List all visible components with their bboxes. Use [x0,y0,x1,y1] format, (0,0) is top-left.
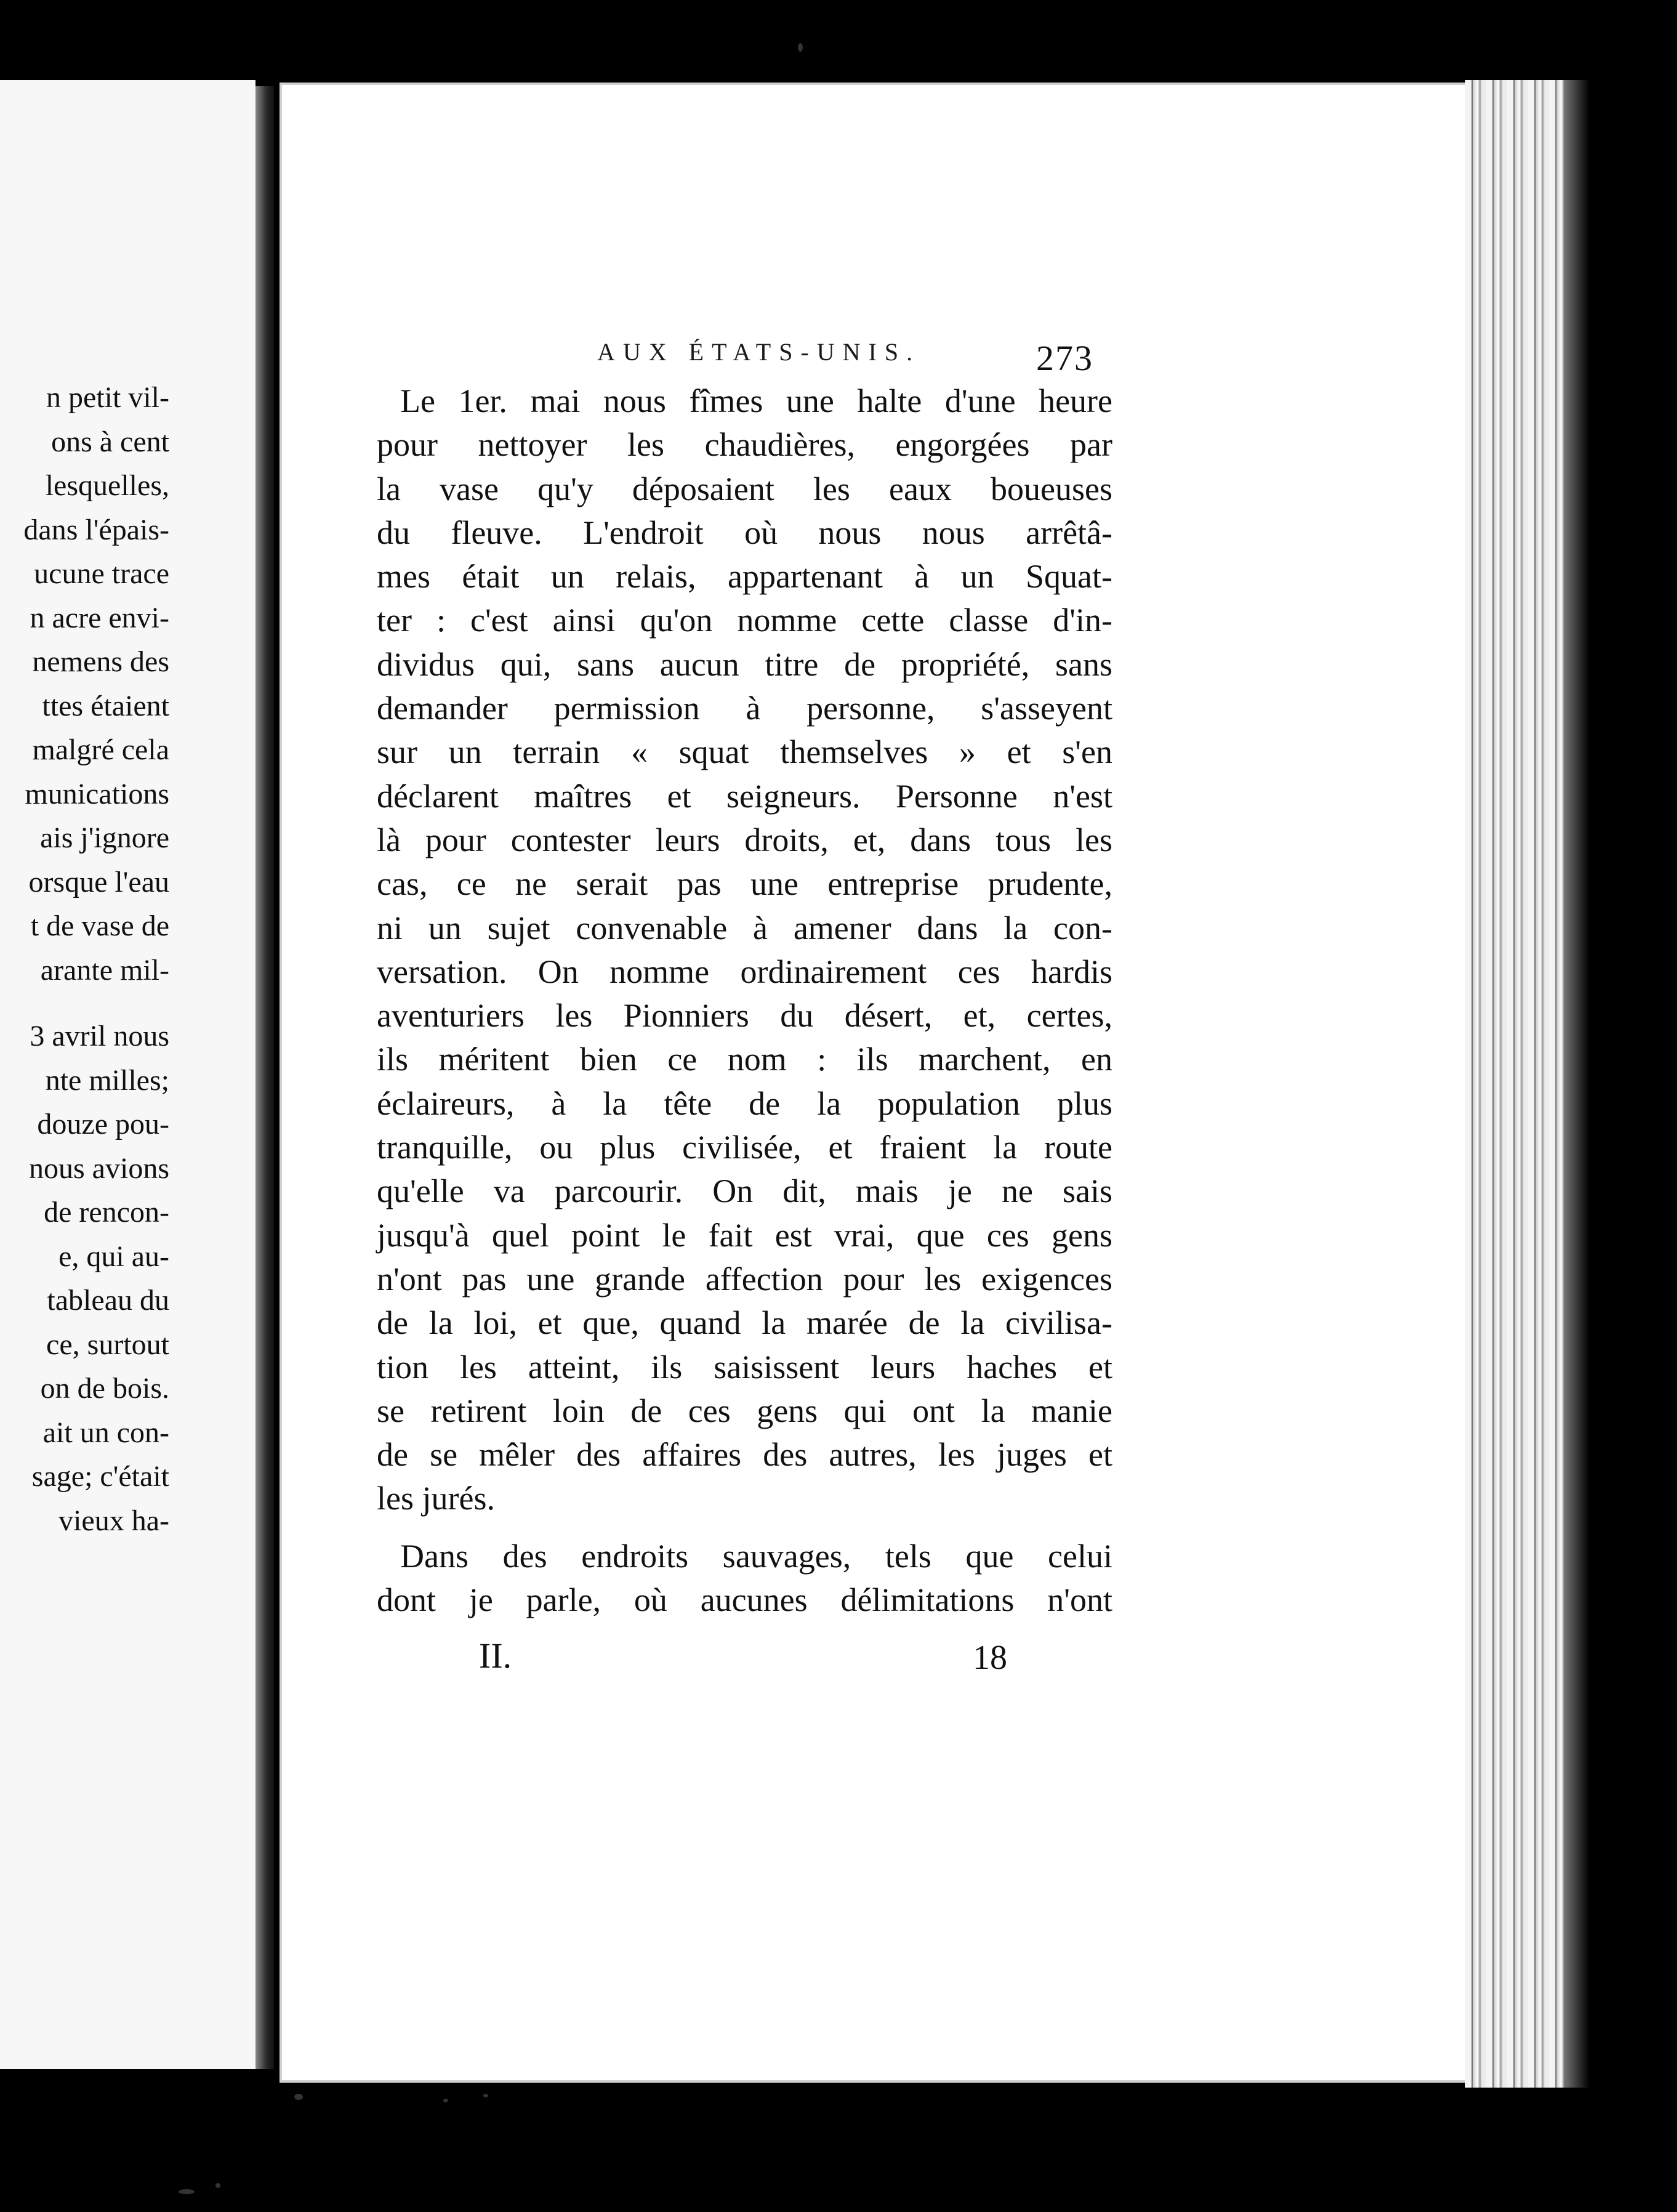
left-page-line: de rencon- [44,1196,169,1229]
text-line: la vase qu'y déposaient les eaux boueuses [377,470,1112,507]
text-line: se retirent loin de ces gens qui ont la manie [377,1392,1112,1429]
scan-speck [294,2094,303,2100]
left-page-line: ttes étaient [42,689,169,722]
left-page [0,80,255,2069]
left-page-line: malgré cela [32,733,169,766]
left-page-text [0,376,169,1543]
text-line: aventuriers les Pionniers du désert, et, certes, [377,997,1112,1035]
text-line: là pour contester leurs droits, et, dans tous les [377,821,1112,858]
text-line: Dans des endroits sauvages, tels que celui [400,1537,1112,1575]
text-line: qu'elle va parcourir. On dit, mais je ne sais [377,1173,1112,1210]
text-line: mes était un relais, appartenant à un Squat- [377,558,1112,595]
left-page-line: t de vase de [30,910,169,942]
text-line: tion les atteint, ils saisissent leurs haches et [377,1348,1112,1386]
text-line: du fleuve. L'endroit où nous nous arrêtâ- [377,514,1112,551]
left-page-line: tableau du [47,1284,169,1317]
text-line: les jurés. [377,1480,495,1517]
left-page-line: arante mil- [40,953,169,987]
left-page-line: ais j'ignore [40,821,169,854]
text-line: n'ont pas une grande affection pour les exigences [377,1260,1112,1298]
text-line: déclarent maîtres et seigneurs. Personne n'est [377,777,1112,815]
running-head: AUX ÉTATS-UNIS. [597,338,921,366]
text-line: ter : c'est ainsi qu'on nomme cette classe d'in- [377,602,1112,639]
text-line: dividus qui, sans aucun titre de propriété, sans [377,645,1112,683]
scan-speck [483,2094,488,2097]
text-line: ils méritent bien ce nom : ils marchent, en [377,1041,1112,1078]
left-page-line: ait un con- [42,1416,169,1449]
left-page-line [0,992,169,1014]
signature-number: 18 [973,1639,1007,1677]
left-page-line: n acre envi- [30,601,169,634]
left-page-line: lesquelles, [45,469,169,502]
text-line: jusqu'à quel point le fait est vrai, que ces gens [377,1216,1112,1254]
text-line: tranquille, ou plus civilisée, et fraient la route [377,1129,1112,1166]
text-line: éclaireurs, à la tête de la population plus [377,1084,1112,1122]
page-number: 273 [1036,338,1093,378]
left-page-line: e, qui au- [58,1240,169,1273]
text-line: de la loi, et que, quand la marée de la civilisa- [377,1304,1112,1342]
body-text [377,379,1112,1622]
signature-volume: II. [479,1636,512,1676]
left-page-line: nte milles; [45,1064,169,1097]
text-line: demander permission à personne, s'asseyent [377,690,1112,727]
page-edge-shadow [1564,80,1590,2088]
left-page-line: nemens des [32,645,169,678]
left-page-line: nous avions [29,1152,169,1185]
text-line: dont je parle, où aucunes délimitations n'ont [377,1581,1112,1619]
scan-speck [798,43,803,52]
text-line: sur un terrain « squat themselves » et s'en [377,733,1112,771]
left-page-line: douze pou- [37,1108,169,1140]
text-line: ni un sujet convenable à amener dans la con- [377,909,1112,947]
left-page-line: 3 avril nous [30,1020,169,1052]
left-page-line: n petit vil- [46,381,169,414]
left-page-line: ucune trace [34,557,169,590]
left-page-line: ce, surtout [46,1328,169,1361]
left-page-line: vieux ha- [58,1504,169,1537]
scan-speck [443,2099,448,2102]
book-gutter [255,86,274,2069]
left-page-line: dans l'épais- [23,513,169,546]
left-page-line: sage; c'était [31,1460,169,1493]
paragraph-gap [377,1521,1112,1535]
scan-speck [179,2189,195,2194]
text-line: pour nettoyer les chaudières, engorgées par [377,426,1112,464]
left-page-line: ons à cent [51,425,169,458]
text-line: versation. On nomme ordinairement ces hardis [377,953,1112,990]
left-page-line: orsque l'eau [28,865,169,898]
scan-speck [215,2183,220,2188]
text-line: de se mêler des affaires des autres, les juges et [377,1436,1112,1474]
left-page-line: on de bois. [40,1372,169,1405]
text-line: cas, ce ne serait pas une entreprise prudente, [377,865,1112,903]
left-page-line: munications [25,777,169,810]
text-line: Le 1er. mai nous fîmes une halte d'une heure [400,382,1112,419]
